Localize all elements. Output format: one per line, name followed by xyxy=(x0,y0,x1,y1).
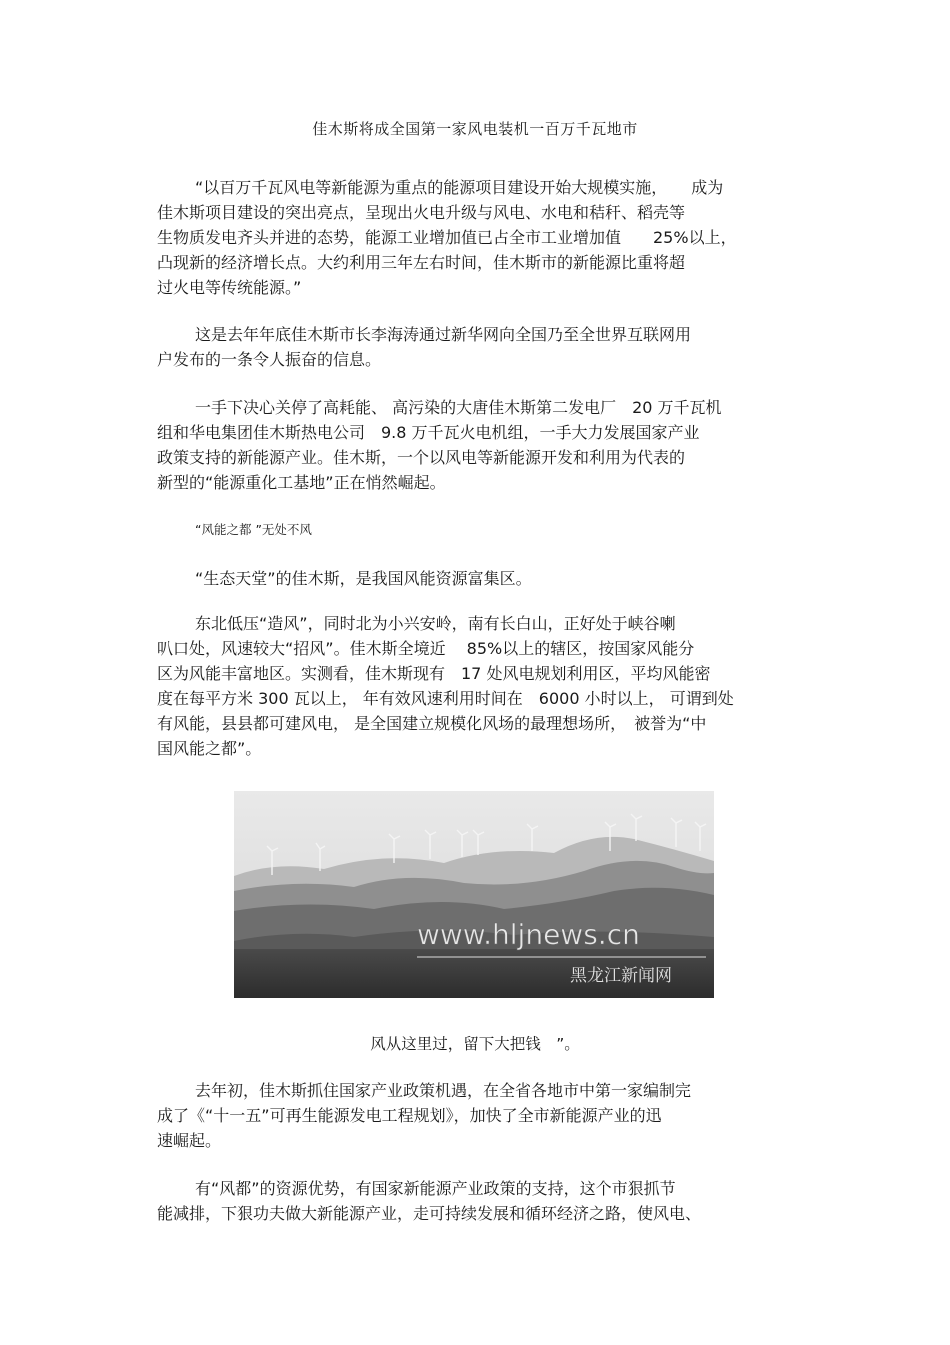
wind-farm-photo xyxy=(234,791,714,998)
paragraph-5 xyxy=(157,611,797,761)
watermark-name: 黑龙江新闻网 xyxy=(570,966,672,986)
paragraph-line: 户发布的一条令人振奋的信息。 xyxy=(157,350,382,369)
paragraph-line: 过火电等传统能源。” xyxy=(157,278,302,297)
paragraph-3 xyxy=(157,395,797,495)
paragraph-line: 凸现新的经济增长点。大约利用三年左右时间，佳木斯市的新能源比重将超 xyxy=(157,253,686,272)
wind-farm-illustration xyxy=(234,791,714,998)
paragraph-line: 一手下决心关停了高耗能、 高污染的大唐佳木斯第二发电厂 20 万千瓦机 xyxy=(195,398,722,417)
paragraph-4 xyxy=(157,566,797,591)
paragraph-line: “生态天堂”的佳木斯，是我国风能资源富集区。 xyxy=(195,569,532,588)
paragraph-1 xyxy=(157,175,797,300)
paragraph-6 xyxy=(157,1078,797,1153)
paragraph-line: 这是去年年底佳木斯市长李海涛通过新华网向全国乃至全世界互联网用 xyxy=(195,325,692,344)
paragraph-line: 有风能，县县都可建风电， 是全国建立规模化风场的最理想场所， 被誉为“中 xyxy=(157,714,707,733)
paragraph-line: 区为风能丰富地区。实测看，佳木斯现有 17 处风电规划利用区，平均风能密 xyxy=(157,664,711,683)
paragraph-line: 速崛起。 xyxy=(157,1131,222,1150)
paragraph-7 xyxy=(157,1176,797,1226)
article-title: 佳木斯将成全国第一家风电装机一百万千瓦地市 xyxy=(312,120,638,138)
paragraph-line: 叭口处，风速较大“招风”。佳木斯全境近 85%以上的辖区，按国家风能分 xyxy=(157,639,695,658)
paragraph-line: 国风能之都”。 xyxy=(157,739,262,758)
paragraph-line: 生物质发电齐头并进的态势，能源工业增加值已占全市工业增加值 25%以上， xyxy=(157,228,737,247)
paragraph-line: 去年初，佳木斯抓住国家产业政策机遇，在全省各地市中第一家编制完 xyxy=(195,1081,692,1100)
paragraph-line: 政策支持的新能源产业。佳木斯，一个以风电等新能源开发和利用为代表的 xyxy=(157,448,686,467)
paragraph-line: 有“风都”的资源优势，有国家新能源产业政策的支持，这个市狠抓节 xyxy=(195,1179,676,1198)
paragraph-line: “以百万千瓦风电等新能源为重点的能源项目建设开始大规模实施， 成为 xyxy=(195,178,724,197)
section-subheading: “风能之都 ”无处不风 xyxy=(195,522,312,537)
paragraph-2 xyxy=(157,322,797,372)
paragraph-line: 成了《“十一五”可再生能源发电工程规划》，加快了全市新能源产业的迅 xyxy=(157,1106,662,1125)
paragraph-line: 东北低压“造风”，同时北为小兴安岭，南有长白山，正好处于峡谷喇 xyxy=(195,614,676,633)
paragraph-line: 能减排，下狠功夫做大新能源产业，走可持续发展和循环经济之路，使风电、 xyxy=(157,1204,702,1223)
paragraph-line: 度在每平方米 300 瓦以上， 年有效风速利用时间在 6000 小时以上， 可谓到处 xyxy=(157,689,734,708)
watermark-url: www.hljnews.cn xyxy=(417,918,640,951)
paragraph-line: 组和华电集团佳木斯热电公司 9.8 万千瓦火电机组，一手大力发展国家产业 xyxy=(157,423,700,442)
paragraph-line: 佳木斯项目建设的突出亮点，呈现出火电升级与风电、水电和秸秆、稻壳等 xyxy=(157,203,686,222)
photo-caption: 风从这里过，留下大把钱 ”。 xyxy=(370,1035,580,1053)
paragraph-line: 新型的“能源重化工基地”正在悄然崛起。 xyxy=(157,473,446,492)
